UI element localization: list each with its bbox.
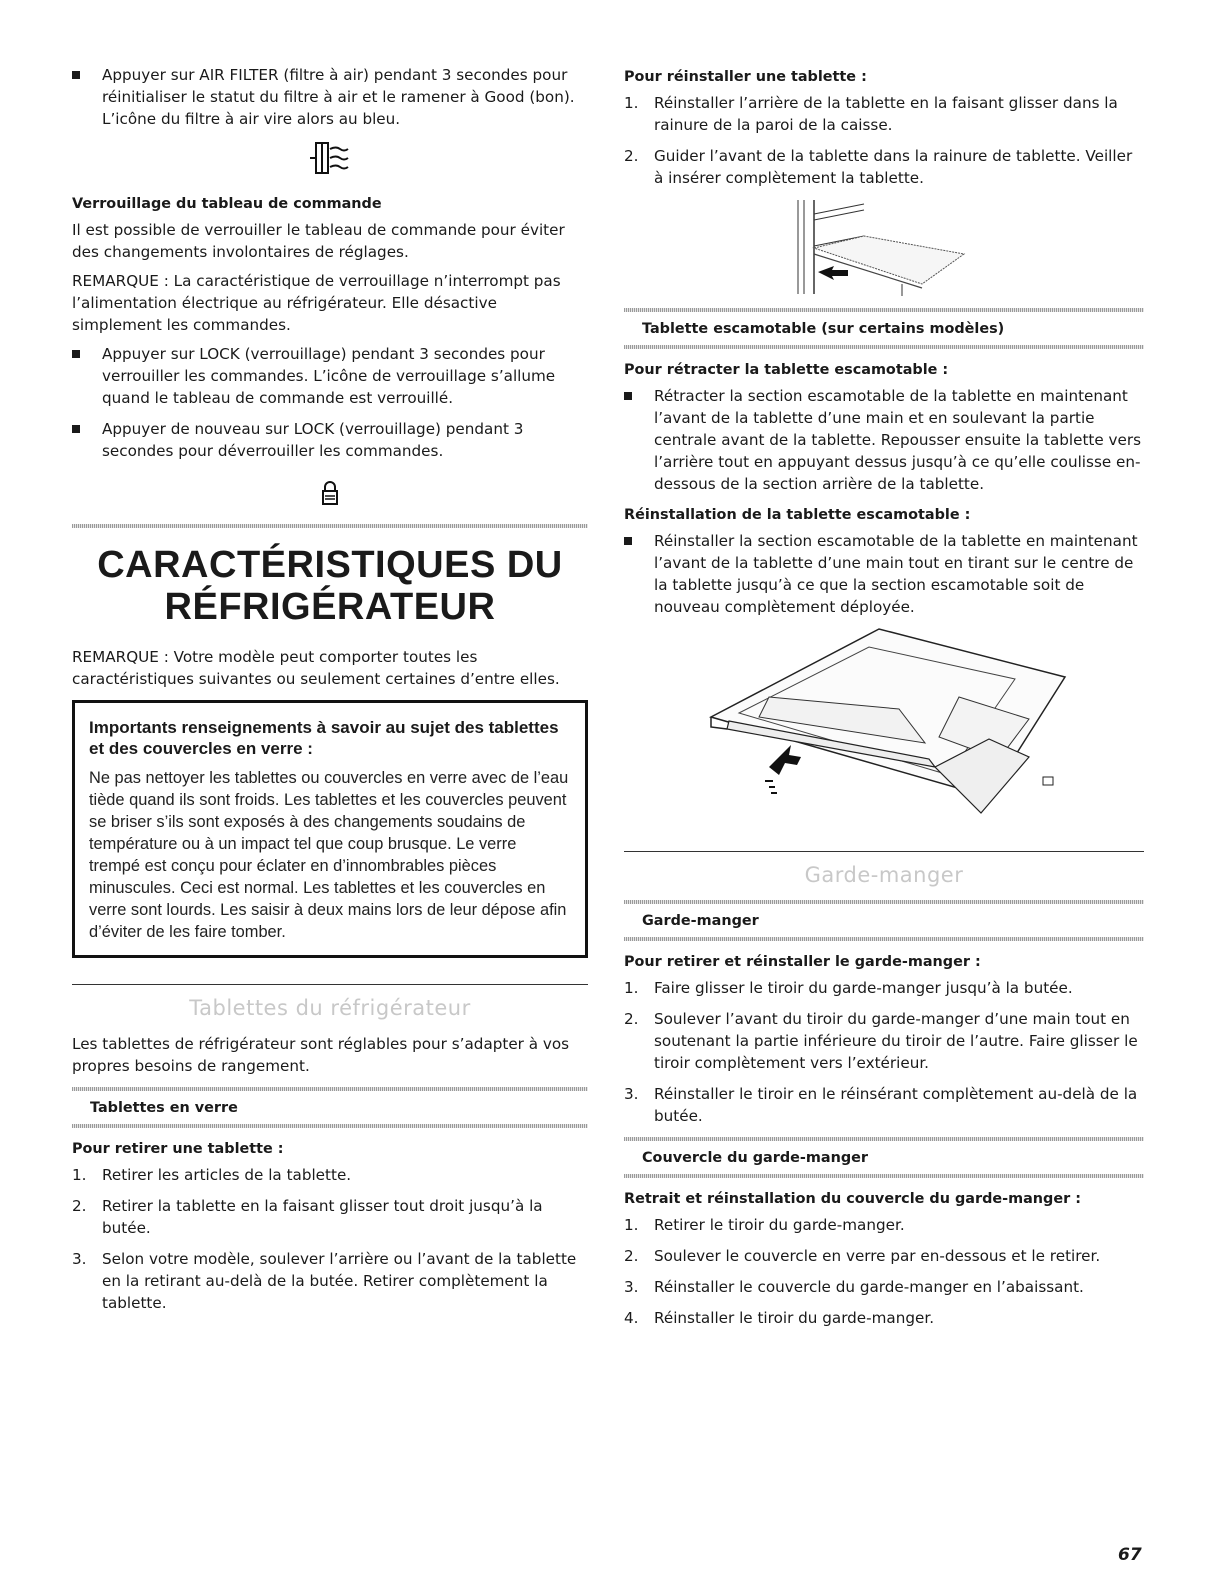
shelves-section-title: Tablettes du réfrigérateur xyxy=(189,996,471,1020)
pantry-cover-heading: Retrait et réinstallation du couvercle du garde-manger : xyxy=(624,1191,1081,1207)
list-item: 2. Soulever l’avant du tiroir du garde-manger d’une main tout en soutenant la partie inférieure du tiroir de l’autre. Faire glisser le tiroir complètement vers l’extérieur. xyxy=(624,1010,1138,1072)
shelves-intro: Les tablettes de réfrigérateur sont réglables pour s’adapter à vos propres besoins de rangement. xyxy=(72,1035,570,1075)
bullet-square xyxy=(72,71,80,79)
page-title: CARACTÉRISTIQUES DU RÉFRIGÉRATEUR xyxy=(97,544,563,628)
list-item: 4. Réinstaller le tiroir du garde-manger. xyxy=(624,1309,935,1327)
bullet-square xyxy=(624,537,632,545)
notice-body: Ne pas nettoyer les tablettes ou couvercles en verre avec de l’eau tiède quand ils sont froids. Les tablettes et les couvercles peuvent se briser s’ils sont exposés à des changements soudains de température ou à un impact tel que coup brusque. Le verre trempé est conçu pour éclater en d’innombrables pièces minuscules. Ceci est normal. Les tablettes et les couvercles en verre sont lourds. Les saisir à deux mains lors de leur dépose afin d’éviter de les faire tomber. xyxy=(89,769,569,941)
list-item: 3. Réinstaller le tiroir en le réinsérant complètement au-delà de la butée. xyxy=(624,1085,1138,1125)
remove-shelf-heading: Pour retirer une tablette : xyxy=(72,1141,284,1157)
notice-title: Importants renseignements à savoir au sujet des tablettes et des couvercles en verre : xyxy=(89,718,559,758)
bullet-square xyxy=(72,350,80,358)
lock-heading: Verrouillage du tableau de commande xyxy=(72,196,382,212)
retract-bullet: Rétracter la section escamotable de la tablette en maintenant l’avant de la tablette d’une main et en soulevant la partie centrale avant de la tablette. Repousser ensuite la tablette vers l’arrière tout en appuyant dessus jusqu’à ce qu’elle coulisse en-dessous de la section arrière de la tablette. xyxy=(624,385,1144,495)
list-item: 3. Selon votre modèle, soulever l’arrière ou l’avant de la tablette en la retirant au-delà de la butée. Retirer complètement la tablette. xyxy=(72,1250,577,1312)
pantry-cover-subhead: Couvercle du garde-manger xyxy=(642,1150,868,1166)
bullet-square xyxy=(72,425,80,433)
retractable-shelf-band xyxy=(624,308,1144,349)
retract-heading: Pour rétracter la tablette escamotable : xyxy=(624,362,949,378)
page-number: 67 xyxy=(1118,1545,1142,1565)
list-item: 3. Réinstaller le couvercle du garde-manger en l’abaissant. xyxy=(624,1278,1084,1296)
features-note: REMARQUE : Votre modèle peut comporter toutes les caractéristiques suivantes ou seulement certaines d’entre elles. xyxy=(72,648,560,688)
important-notice-box xyxy=(72,700,588,958)
pantry-remove-heading: Pour retirer et réinstaller le garde-manger : xyxy=(624,954,981,970)
divider xyxy=(72,524,588,528)
list-item: 1. Retirer les articles de la tablette. xyxy=(72,1166,352,1184)
lock-bullet: Appuyer sur LOCK (verrouillage) pendant 3 secondes pour verrouiller les commandes. L’icône de verrouillage s’allume quand le tableau de commande est verrouillé. xyxy=(72,343,588,409)
air-filter-icon xyxy=(308,139,352,179)
list-item: 1. Réinstaller l’arrière de la tablette en la faisant glisser dans la rainure de la paroi de la caisse. xyxy=(624,94,1118,134)
glass-shelves-subhead: Tablettes en verre xyxy=(90,1100,238,1116)
shelf-install-illustration xyxy=(794,198,974,298)
bullet-square xyxy=(624,392,632,400)
retractable-shelf-illustration xyxy=(699,627,1069,827)
air-filter-bullet: Appuyer sur AIR FILTER (filtre à air) pendant 3 secondes pour réinitialiser le statut du filtre à air et le ramener à Good (bon). L’icône du filtre à air vire alors au bleu. xyxy=(72,64,588,130)
lock-paragraph: Il est possible de verrouiller le tableau de commande pour éviter des changements involontaires de réglages. xyxy=(72,221,565,261)
unlock-bullet: Appuyer de nouveau sur LOCK (verrouillage) pendant 3 secondes pour déverrouiller les commandes. xyxy=(72,418,588,462)
glass-shelves-band xyxy=(72,1087,588,1128)
pantry-section-title: Garde-manger xyxy=(804,863,964,887)
reinstall-shelf-heading: Pour réinstaller une tablette : xyxy=(624,69,867,85)
lock-note: REMARQUE : La caractéristique de verrouillage n’interrompt pas l’alimentation électrique au réfrigérateur. Elle désactive simplement les commandes. xyxy=(72,272,561,334)
list-item: 2. Retirer la tablette en la faisant glisser tout droit jusqu’à la butée. xyxy=(72,1197,543,1237)
list-item: 1. Retirer le tiroir du garde-manger. xyxy=(624,1216,905,1234)
list-item: 1. Faire glisser le tiroir du garde-manger jusqu’à la butée. xyxy=(624,979,1073,997)
list-item: 2. Guider l’avant de la tablette dans la rainure de tablette. Veiller à insérer complètement la tablette. xyxy=(624,147,1133,187)
pantry-subhead: Garde-manger xyxy=(642,913,759,929)
pantry-cover-band xyxy=(624,1137,1144,1178)
reinstall-retractable-bullet: Réinstaller la section escamotable de la tablette en maintenant l’avant de la tablette d’une main tout en tirant sur le centre de la tablette jusqu’à ce que la section escamotable soit de nouveau complètement déployée. xyxy=(624,530,1144,618)
list-item: 2. Soulever le couvercle en verre par en-dessous et le retirer. xyxy=(624,1247,1101,1265)
retractable-shelf-subhead: Tablette escamotable (sur certains modèles) xyxy=(642,321,1005,337)
reinstall-retractable-heading: Réinstallation de la tablette escamotable : xyxy=(624,507,971,523)
pantry-band xyxy=(624,900,1144,941)
padlock-icon xyxy=(320,480,340,506)
right-column xyxy=(624,64,1144,1338)
section-rule xyxy=(624,851,1144,852)
left-column xyxy=(72,64,588,1323)
section-rule xyxy=(72,984,588,985)
